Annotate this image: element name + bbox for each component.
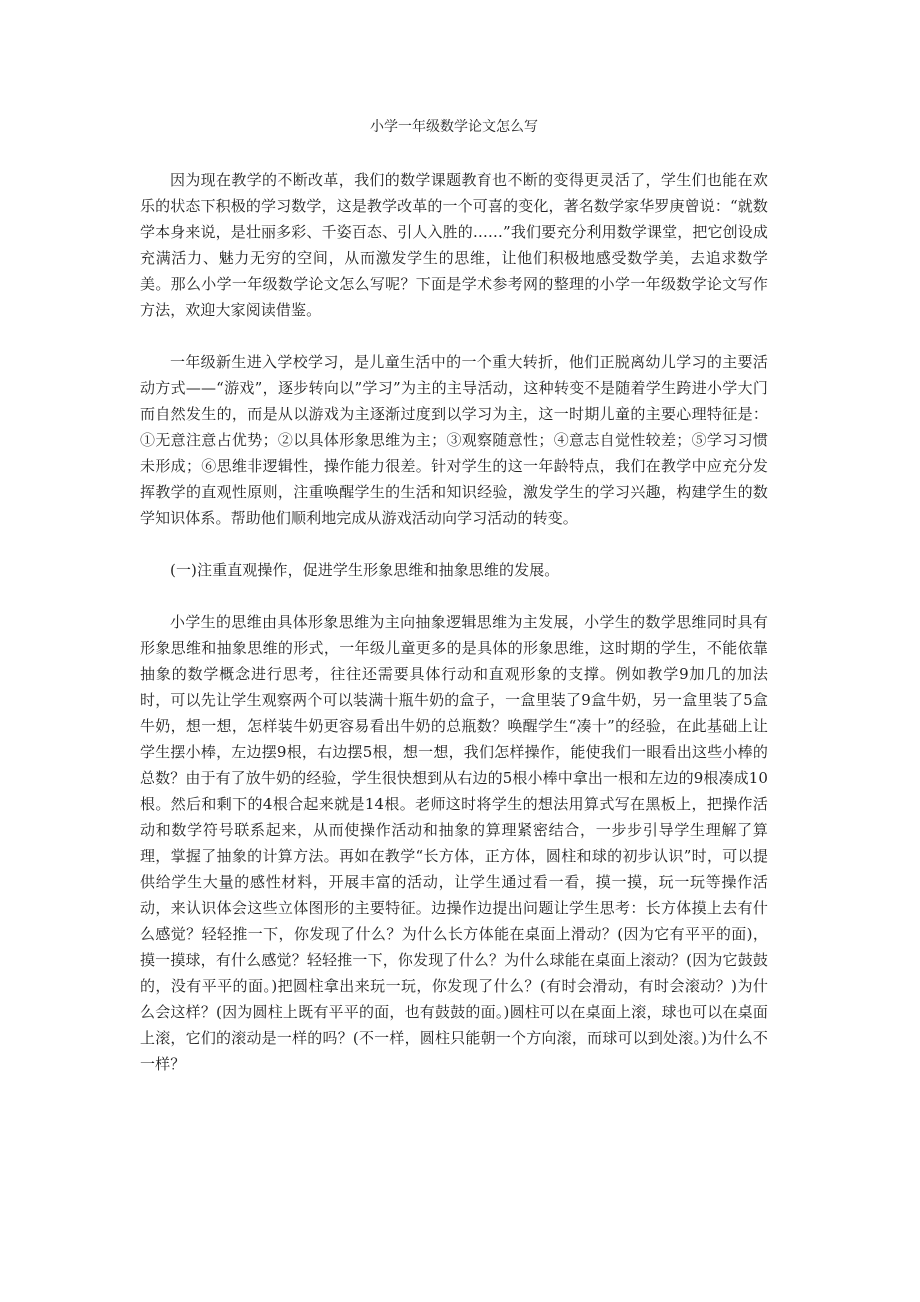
section-heading-1: (一)注重直观操作，促进学生形象思维和抽象思维的发展。 [170, 561, 560, 579]
paragraph-intuitive-operation: 小学生的思维由具体形象思维为主向抽象逻辑思维为主发展，小学生的数学思维同时具有形象思维和抽象思维的形式，一年级儿童更多的是具体的形象思维，这时期的学生，不能依靠抽象的数学概念进行思考，往往还需要具体行动和直观形象的支撑。例如教学9加几的加法时，可以先让学生观察两个可以装满十瓶牛奶的盒子，一盒里装了9盒牛奶，另一盒里装了5盒牛奶，想一想，怎样装牛奶更容易看出牛奶的总瓶数？唤醒学生“凑十”的经验，在此基础上让学生摆小棒，左边摆9根，右边摆5根，想一想，我们怎样操作，能使我们一眼看出这些小棒的总数？由于有了放牛奶的经验，学生很快想到从右边的5根小棒中拿出一根和左边的9根凑成10根。然后和剩下的4根合起来就是14根。老师这时将学生的想法用算式写在黑板上，把操作活动和数学符号联系起来，从而使操作活动和抽象的算理紧密结合，一步步引导学生理解了算理，掌握了抽象的计算方法。再如在教学“长方体，正方体，圆柱和球的初步认识”时，可以提供给学生大量的感性材料，开展丰富的活动，让学生通过看一看，摸一摸，玩一玩等操作活动，来认识体会这些立体图形的主要特征。边操作边提出问题让学生思考：长方体摸上去有什么感觉？轻轻推一下，你发现了什么？为什么长方体能在桌面上滑动？(因为它有平平的面)，摸一摸球，有什么感觉？轻轻推一下，你发现了什么？为什么球能在桌面上滚动？(因为它鼓鼓的，没有平平的面。)把圆柱拿出来玩一玩，你发现了什么？(有时会滑动，有时会滚动？)为什么会这样？(因为圆柱上既有平平的面，也有鼓鼓的面。)圆柱可以在桌面上滚，球也可以在桌面上滚，它们的滚动是一样的吗？(不一样，圆柱只能朝一个方向滚，而球可以到处滚。)为什么不一样？ [140, 613, 768, 1073]
document-title: 小学一年级数学论文怎么写 [370, 119, 538, 135]
paragraph-intro: 因为现在教学的不断改革，我们的数学课题教育也不断的变得更灵活了，学生们也能在欢乐的状态下积极的学习数学，这是教学改革的一个可喜的变化，著名数学家华罗庚曾说：“就数学本身来说，是壮丽多彩、千姿百态、引人入胜的……”我们要充分利用数学课堂，把它创设成充满活力、魅力无穷的空间，从而激发学生的思维，让他们积极地感受数学美，去追求数学美。那么小学一年级数学论文怎么写呢？下面是学术参考网的整理的小学一年级数学论文写作方法，欢迎大家阅读借鉴。 [140, 171, 768, 319]
paragraph-first-grade-traits: 一年级新生进入学校学习，是儿童生活中的一个重大转折，他们正脱离幼儿学习的主要活动方式——“游戏”，逐步转向以”学习”为主的主导活动，这种转变不是随着学生跨进小学大门而自然发生的，而是从以游戏为主逐渐过度到以学习为主，这一时期儿童的主要心理特征是：①无意注意占优势；②以具体形象思维为主；③观察随意性；④意志自觉性较差；⑤学习习惯未形成；⑥思维非逻辑性，操作能力很差。针对学生的这一年龄特点，我们在教学中应充分发挥教学的直观性原则，注重唤醒学生的生活和知识经验，激发学生的学习兴趣，构建学生的数学知识体系。帮助他们顺利地完成从游戏活动向学习活动的转变。 [140, 353, 768, 527]
